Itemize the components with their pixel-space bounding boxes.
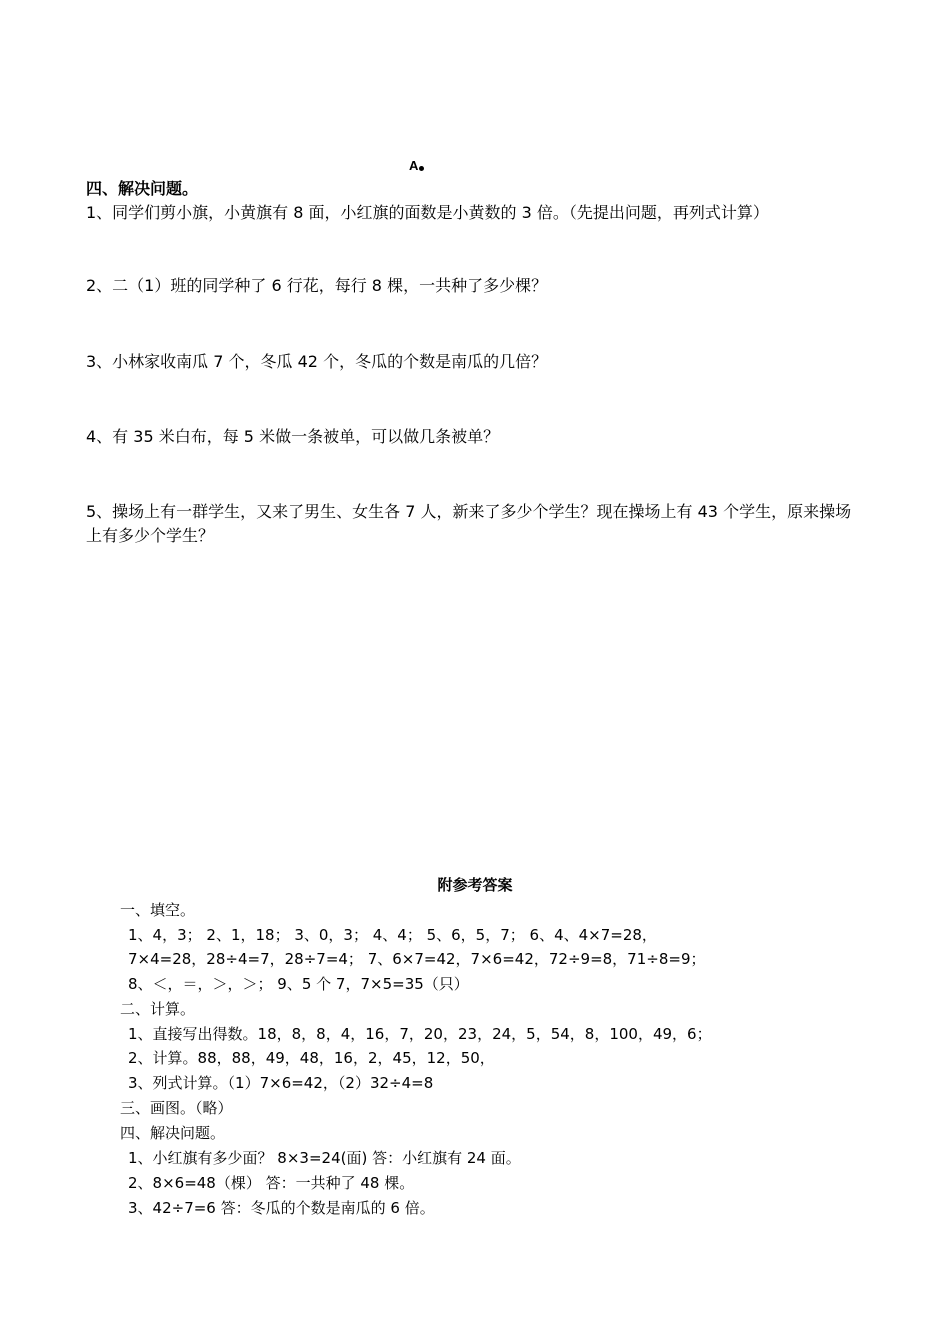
anchor-mark-dot [419, 166, 424, 171]
answers-title: 附参考答案 [437, 876, 513, 894]
section-heading: 四、解决问题。 [86, 179, 199, 198]
question-5: 5、操场上有一群学生，又来了男生、女生各 7 人，新来了多少个学生？现在操场上有 43 个学生，原来操场上有多少个学生？ [86, 502, 852, 545]
answer-line: 1、4，3； 2、1，18； 3、0，3； 4、4； 5、6，5，7； 6、4、4×7=28， [128, 926, 657, 944]
answer-line: 四、解决问题。 [120, 1124, 226, 1142]
answer-line: 2、8×6=48（棵） 答：一共种了 48 棵。 [128, 1174, 415, 1192]
answer-line: 7×4=28，28÷4=7，28÷7=4； 7、6×7=42，7×6=42，72÷9=8，71÷8=9； [128, 950, 706, 968]
answer-line: 2、计算。88，88，49，48，16，2，45，12，50， [128, 1049, 495, 1067]
question-3: 3、小林家收南瓜 7 个，冬瓜 42 个，冬瓜的个数是南瓜的几倍？ [86, 352, 548, 371]
answer-line: 一、填空。 [120, 901, 196, 919]
answer-line: 1、小红旗有多少面？ 8×3=24(面) 答：小红旗有 24 面。 [128, 1149, 521, 1167]
question-4: 4、有 35 米白布，每 5 米做一条被单，可以做几条被单？ [86, 427, 500, 446]
answer-line: 8、＜，＝，＞，＞； 9、5 个 7，7×5=35（只） [128, 975, 469, 993]
question-2: 2、二（1）班的同学种了 6 行花，每行 8 棵，一共种了多少棵？ [86, 276, 548, 295]
answer-line: 三、画图。（略） [120, 1099, 233, 1117]
anchor-mark [409, 158, 424, 173]
answer-line: 3、42÷7=6 答：冬瓜的个数是南瓜的 6 倍。 [128, 1199, 435, 1217]
answer-line: 1、直接写出得数。18，8，8，4，16，7，20，23，24，5，54，8，100，49，6； [128, 1025, 712, 1043]
anchor-mark-letter: A [409, 158, 419, 173]
question-1: 1、同学们剪小旗，小黄旗有 8 面，小红旗的面数是小黄数的 3 倍。（先提出问题，再列式计算） [86, 203, 769, 222]
answer-line: 3、列式计算。（1）7×6=42，（2）32÷4=8 [128, 1074, 434, 1092]
answer-line: 二、计算。 [120, 1000, 196, 1018]
